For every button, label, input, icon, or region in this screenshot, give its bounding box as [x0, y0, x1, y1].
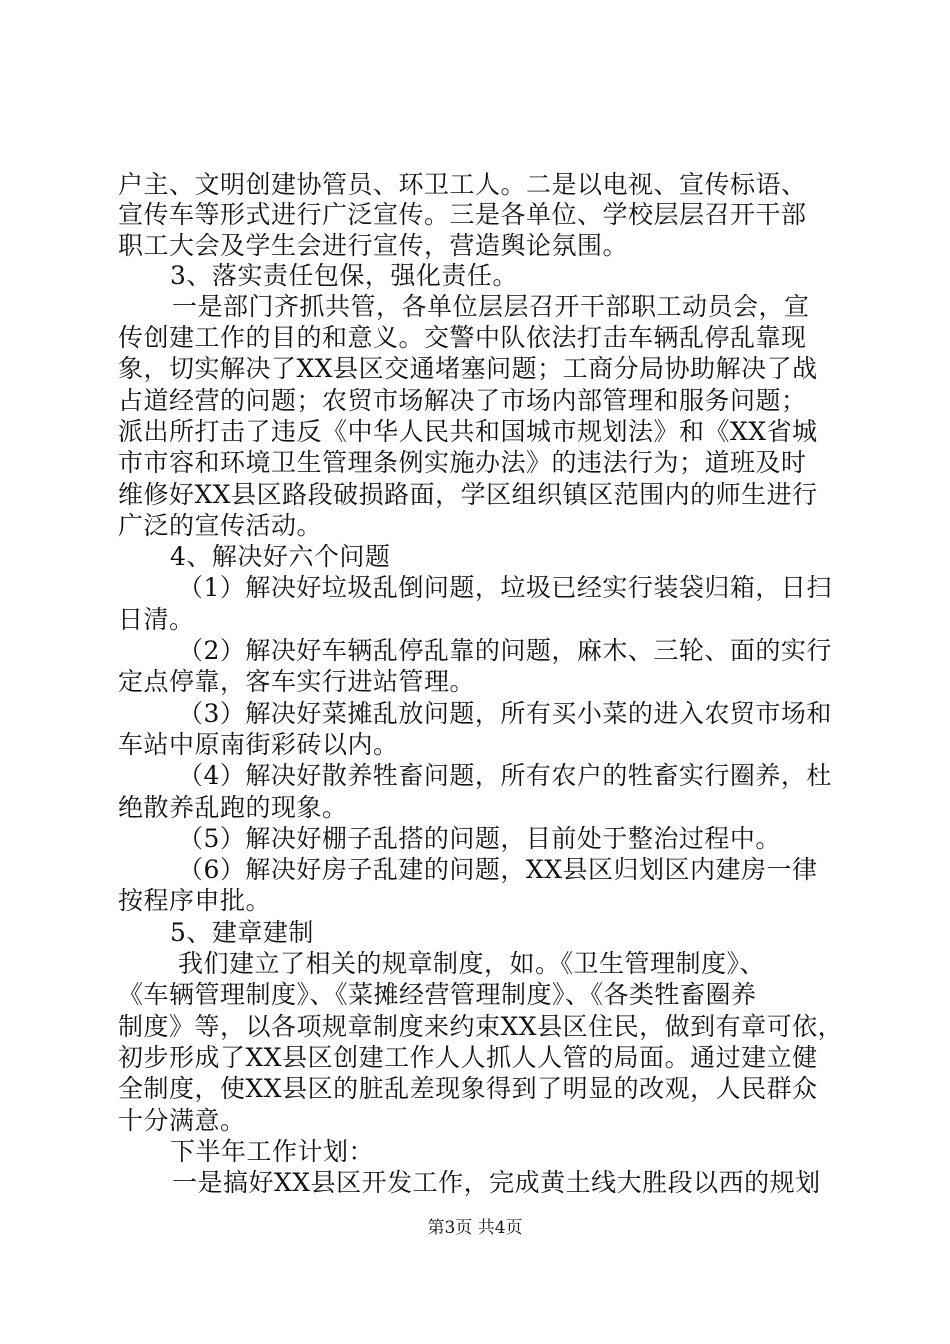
list-item: （4）解决好散养牲畜问题，所有农户的牲畜实行圈养，杜 — [178, 761, 832, 790]
text-line: 一是部门齐抓共管，各单位层层召开干部职工动员会，宣 — [172, 292, 810, 321]
text-line: 占道经营的问题；农贸市场解决了市场内部管理和服务问题； — [118, 386, 807, 415]
text-line: 日清。 — [118, 605, 195, 634]
text-line: 一是搞好XX县区开发工作，完成黄土线大胜段以西的规划 — [172, 1168, 821, 1197]
text-line: 维修好XX县区路段破损路面，学区组织镇区范围内的师生进行 — [118, 480, 818, 509]
text-line: 派出所打击了违反《中华人民共和国城市规划法》和《XX省城 — [118, 417, 818, 446]
text-line: 传创建工作的目的和意义。交警中队依法打击车辆乱停乱靠现 — [118, 323, 807, 352]
text-line: 绝散养乱跑的现象。 — [118, 793, 348, 822]
text-line: 我们建立了相关的规章制度，如。《卫生管理制度》、 — [178, 949, 766, 978]
text-line: 职工大会及学生会进行宣传，营造舆论氛围。 — [118, 231, 629, 260]
text-line: 制度》等，以各项规章制度来约束XX县区住民，做到有章可依， — [118, 1012, 844, 1041]
list-item: （6）解决好房子乱建的问题，XX县区归划区内建房一律 — [178, 855, 818, 884]
list-item: （2）解决好车辆乱停乱靠的问题，麻木、三轮、面的实行 — [178, 636, 832, 665]
text-line: 《车辆管理制度》、《菜摊经营管理制度》、《各类牲畜圈养 — [118, 980, 757, 1009]
section-heading: 3、落实责任包保，强化责任。 — [170, 261, 518, 290]
text-line: 全制度，使XX县区的脏乱差现象得到了明显的改观，人民群众 — [118, 1074, 818, 1103]
text-line: 车站中原南街彩砖以内。 — [118, 730, 399, 759]
text-line: 宣传车等形式进行广泛宣传。三是各单位、学校层层召开干部 — [118, 200, 807, 229]
text-line: 定点停靠，客车实行进站管理。 — [118, 667, 476, 696]
text-line: 初步形成了XX县区创建工作人人抓人人管的局面。通过建立健 — [118, 1043, 818, 1072]
text-line: 市市容和环境卫生管理条例实施办法》的违法行为；道班及时 — [118, 448, 807, 477]
list-item: （1）解决好垃圾乱倒问题，垃圾已经实行装袋归箱，日扫 — [178, 573, 832, 602]
section-heading: 下半年工作计划： — [170, 1137, 375, 1166]
text-line: 按程序申批。 — [118, 886, 272, 915]
page-number-footer: 第3页 共4页 — [427, 1218, 523, 1238]
text-line: 象，切实解决了XX县区交通堵塞问题；工商分局协助解决了战 — [118, 354, 818, 383]
section-heading: 4、解决好六个问题 — [170, 542, 391, 571]
text-line: 户主、文明创建协管员、环卫工人。二是以电视、宣传标语、 — [118, 170, 807, 199]
list-item: （3）解决好菜摊乱放问题，所有买小菜的进入农贸市场和 — [178, 699, 832, 728]
list-item: （5）解决好棚子乱搭的问题，目前处于整治过程中。 — [178, 824, 781, 853]
text-line: 十分满意。 — [118, 1106, 246, 1135]
text-line: 广泛的宣传活动。 — [118, 511, 323, 540]
section-heading: 5、建章建制 — [170, 918, 314, 947]
